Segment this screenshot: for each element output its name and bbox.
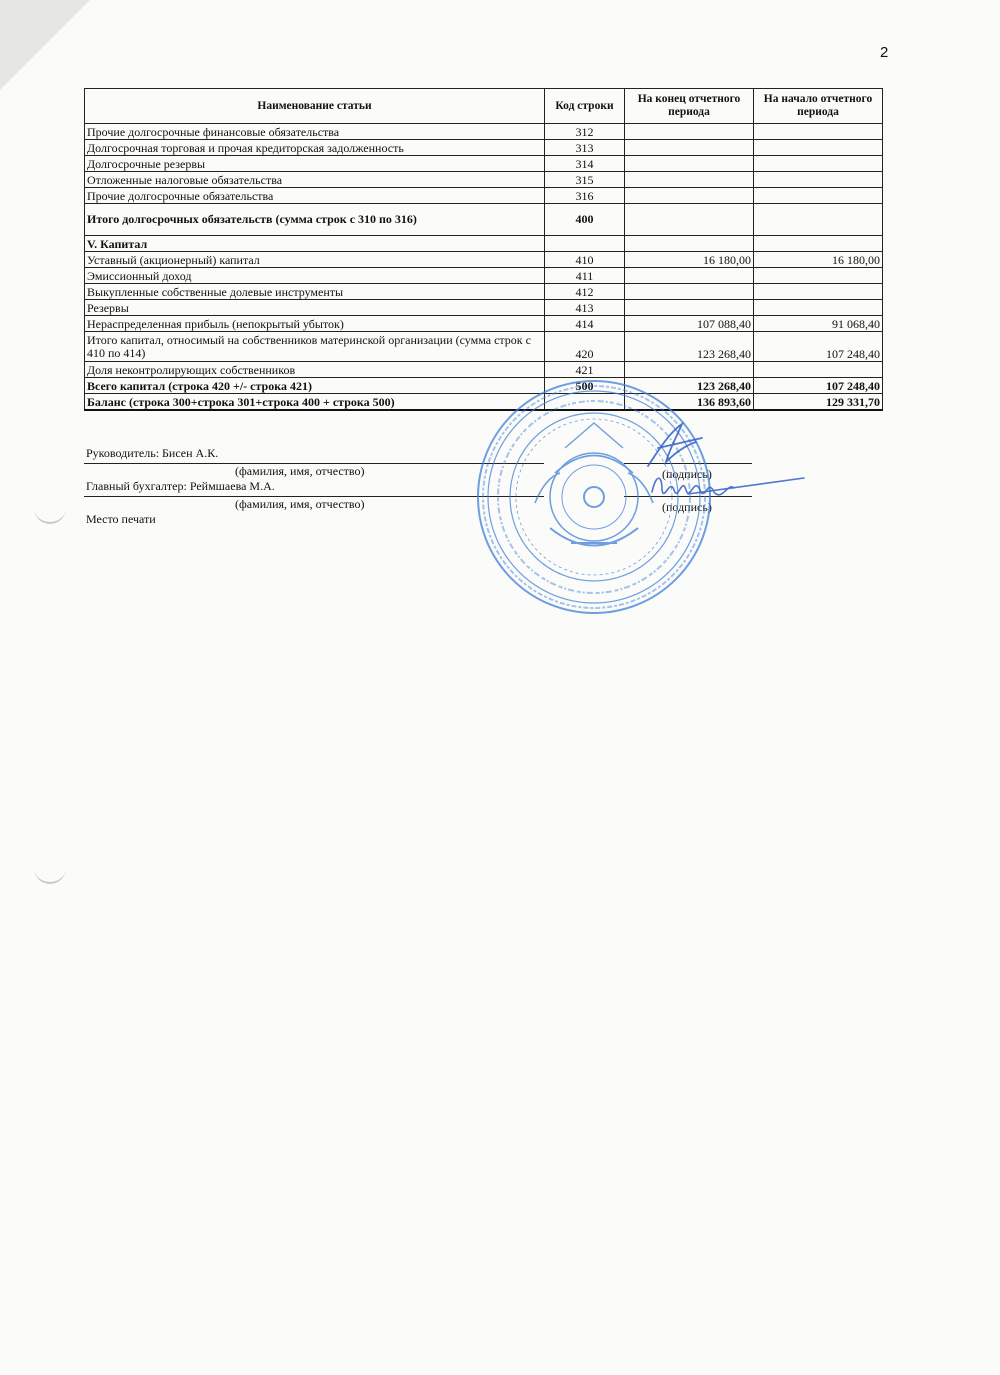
row-code: 316 [545,188,625,204]
row-code: 420 [545,332,625,362]
table-row [85,300,883,316]
row-name: Уставный (акционерный) капитал [85,252,545,268]
row-code: 315 [545,172,625,188]
row-code: 413 [545,300,625,316]
row-code: 411 [545,268,625,284]
row-name: Прочие долгосрочные финансовые обязательства [85,124,545,140]
row-value-begin: 107 248,40 [754,332,883,362]
punch-hole-mark [34,506,66,524]
row-value-begin: 16 180,00 [754,252,883,268]
row-value-begin [754,172,883,188]
row-value-begin [754,140,883,156]
table-row [85,284,883,300]
page-number: 2 [880,44,889,61]
row-name: Резервы [85,300,545,316]
row-name: Отложенные налоговые обязательства [85,172,545,188]
balance-table [84,88,883,411]
row-value-end [625,124,754,140]
row-value-end [625,156,754,172]
row-value-end [625,172,754,188]
row-value-begin [754,300,883,316]
scan-corner-shadow [0,0,90,90]
row-code: 414 [545,316,625,332]
row-code: 400 [545,204,625,236]
header-code: Код строки [545,89,625,124]
row-name: Нераспределенная прибыль (непокрытый убыток) [85,316,545,332]
accountant-signature [648,468,808,510]
row-value-begin [754,188,883,204]
row-value-end [625,284,754,300]
table-row [85,156,883,172]
row-code: 312 [545,124,625,140]
table-row [85,252,883,268]
row-value-end: 123 268,40 [625,332,754,362]
table-header-row [85,89,883,124]
row-code: 500 [545,378,625,394]
table-row [85,362,883,378]
row-value-end [625,204,754,236]
table-row [85,268,883,284]
table-row [85,124,883,140]
row-name: Доля неконтролирующих собственников [85,362,545,378]
row-name: Всего капитал (строка 420 +/- строка 421) [85,378,545,394]
table-row [85,188,883,204]
table-row [85,204,883,236]
table-row [85,140,883,156]
row-value-end [625,300,754,316]
accountant-name-hint: (фамилия, имя, отчество) [235,497,365,511]
header-end: На конец отчетного периода [625,89,754,124]
row-name: Долгосрочная торговая и прочая кредиторская задолженность [85,140,545,156]
row-value-end [625,236,754,252]
row-value-begin [754,268,883,284]
row-value-end: 107 088,40 [625,316,754,332]
row-code: 421 [545,362,625,378]
accountant-sign-hint: (подпись) [662,500,712,514]
header-begin: На начало отчетного периода [754,89,883,124]
table-row [85,316,883,332]
row-value-end: 123 268,40 [625,378,754,394]
row-name: Итого долгосрочных обязательств (сумма строк с 310 по 316) [85,204,545,236]
row-name: Эмиссионный доход [85,268,545,284]
row-value-end [625,268,754,284]
row-value-end [625,362,754,378]
row-value-end: 136 893,60 [625,394,754,411]
row-name: Прочие долгосрочные обязательства [85,188,545,204]
table-row [85,332,883,362]
row-value-end: 16 180,00 [625,252,754,268]
head-sign-hint: (подпись) [662,467,712,481]
accountant-label: Главный бухгалтер: Реймшаева М.А. [86,479,275,493]
row-value-begin [754,124,883,140]
row-name: Долгосрочные резервы [85,156,545,172]
table-row [85,236,883,252]
row-code: 313 [545,140,625,156]
row-value-begin [754,362,883,378]
row-value-begin: 129 331,70 [754,394,883,411]
row-code: 412 [545,284,625,300]
head-name-hint: (фамилия, имя, отчество) [235,464,365,478]
row-name: V. Капитал [85,236,545,252]
row-name: Итого капитал, относимый на собственников материнской организации (сумма строк с 410 по 414) [85,332,545,362]
head-signature [640,418,710,474]
row-code: 314 [545,156,625,172]
row-value-end [625,140,754,156]
row-value-begin [754,284,883,300]
seal-place-label: Место печати [86,512,156,526]
row-value-begin: 107 248,40 [754,378,883,394]
header-name: Наименование статьи [85,89,545,124]
row-value-end [625,188,754,204]
row-name: Баланс (строка 300+строка 301+строка 400 + строка 500) [85,394,545,411]
row-code: 410 [545,252,625,268]
punch-hole-mark [34,866,66,884]
row-value-begin: 91 068,40 [754,316,883,332]
head-label: Руководитель: Бисен А.К. [86,446,219,460]
table-row [85,172,883,188]
row-value-begin [754,204,883,236]
row-name: Выкупленные собственные долевые инструменты [85,284,545,300]
row-value-begin [754,236,883,252]
row-value-begin [754,156,883,172]
table-body [85,124,883,411]
row-code [545,236,625,252]
